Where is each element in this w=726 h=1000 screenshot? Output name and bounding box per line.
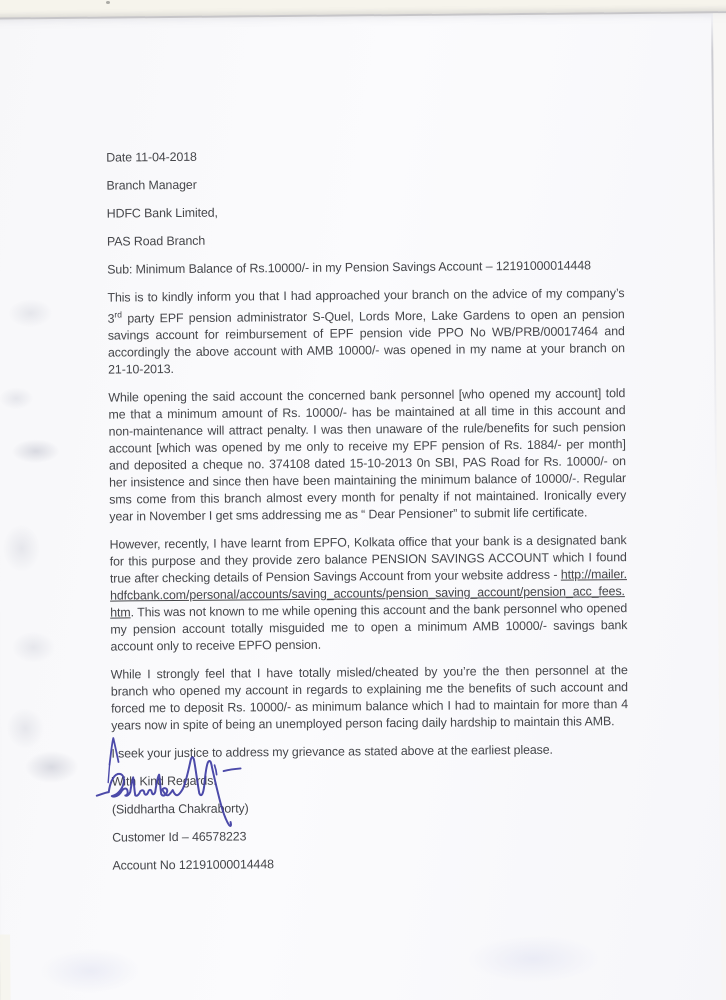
account-number-line: Account No 12191000014448 — [112, 857, 274, 873]
paragraph-3-text: However, recently, I have learnt from EPFO, Kolkata office that your bank is a designated bank for this purpose and they provide zero balance PENSION SAVINGS ACCOUNT which I found true after checking details of Pension Savings Account from your website address - — [109, 533, 627, 586]
scan-smudge — [24, 751, 78, 783]
scanner-margin — [0, 934, 11, 1000]
signatory-name: (Siddhartha Chakraborty) — [111, 801, 249, 817]
ordinal-superscript: rd — [114, 309, 123, 320]
paragraph-1-text: party EPF pension administrator S-Quel, Lords More, Lake Gardens to open an pension savings account for reimbursement of EPF pension vide PPO No WB/PRB/00017464 and accordingly the above account with AMB 10000/- was opened in my name at your branch on 21-10-2013. — [107, 307, 625, 377]
paragraph-4: While I strongly feel that I have totally misled/cheated by you’re the then personnel at the branch who opened my account in regards to explaining me the benefits of such account and forced me to deposit Rs. 10000/- as minimum balance which I had to maintain for more than 4 years now in spite of being an unemployed person facing daily hardship to maintain this AMB. — [110, 663, 629, 733]
scan-smudge — [6, 707, 44, 749]
scan-smudge — [11, 631, 55, 663]
paragraph-1 — [107, 285, 625, 379]
paragraph-2: While opening the said account the concerned bank personnel [who opened my account] told me that a minimum amount of Rs. 10000/- has be maintained at all time in this account and non-maintenance will attract penalty. I was then unaware of the rule/benefits for such pension account [which was opened by me only to receive my EPF pension of Rs. 1884/- per month] and deposited a cheque no. 374108 dated 15-10-2013 0n SBI, PAS Road for Rs. 10000/- on her insistence and since then have been maintaining the minimum balance of 10000/-. Regular sms come from this branch almost every month for penalty if not maintained. Ironically every year in November I get sms addressing me as “ Dear Pensioner” to submit life certificate. — [108, 386, 627, 524]
subject-line: Sub: Minimum Balance of Rs.10000/- in my Pension Savings Account – 12191000014448 — [107, 258, 591, 277]
scan-smudge — [8, 299, 52, 327]
scan-smudge — [468, 934, 598, 983]
scan-speck — [106, 1, 110, 4]
scan-smudge — [2, 524, 40, 572]
paragraph-3 — [110, 532, 628, 656]
regards-line: With Kind Regards. — [111, 773, 217, 789]
recipient-branch: PAS Road Branch — [106, 233, 206, 249]
hdfc-pension-fees-url[interactable]: http://mailer.hdfcbank.com/personal/accounts/saving_accounts/pension_saving_account/pension_acc_fees.htm — [109, 567, 627, 620]
paragraph-1-text: This is to kindly inform you that I had approached your branch on the advice of my company’s 3 — [107, 286, 625, 326]
letter-content — [106, 145, 629, 886]
scan-smudge — [0, 387, 33, 409]
letter-paper — [0, 11, 726, 1000]
scan-smudge — [12, 439, 60, 463]
scanner-margin — [713, 13, 726, 1000]
recipient-org: HDFC Bank Limited, — [106, 205, 218, 221]
customer-id-line: Customer Id – 46578223 — [112, 829, 247, 845]
scan-smudge — [40, 948, 140, 993]
paragraph-3-text: . This was not known to me while opening this account and the bank personnel who opened my pension account totally misguided me to open a minimum AMB 10000/- savings bank account only to receive EPFO pension. — [110, 601, 628, 654]
closing-request: I seek your justice to address my grievance as stated above at the earliest please. — [111, 742, 553, 761]
ink-caret-tail — [108, 765, 110, 783]
date-line: Date 11-04-2018 — [106, 149, 197, 165]
recipient-title: Branch Manager — [106, 177, 197, 193]
